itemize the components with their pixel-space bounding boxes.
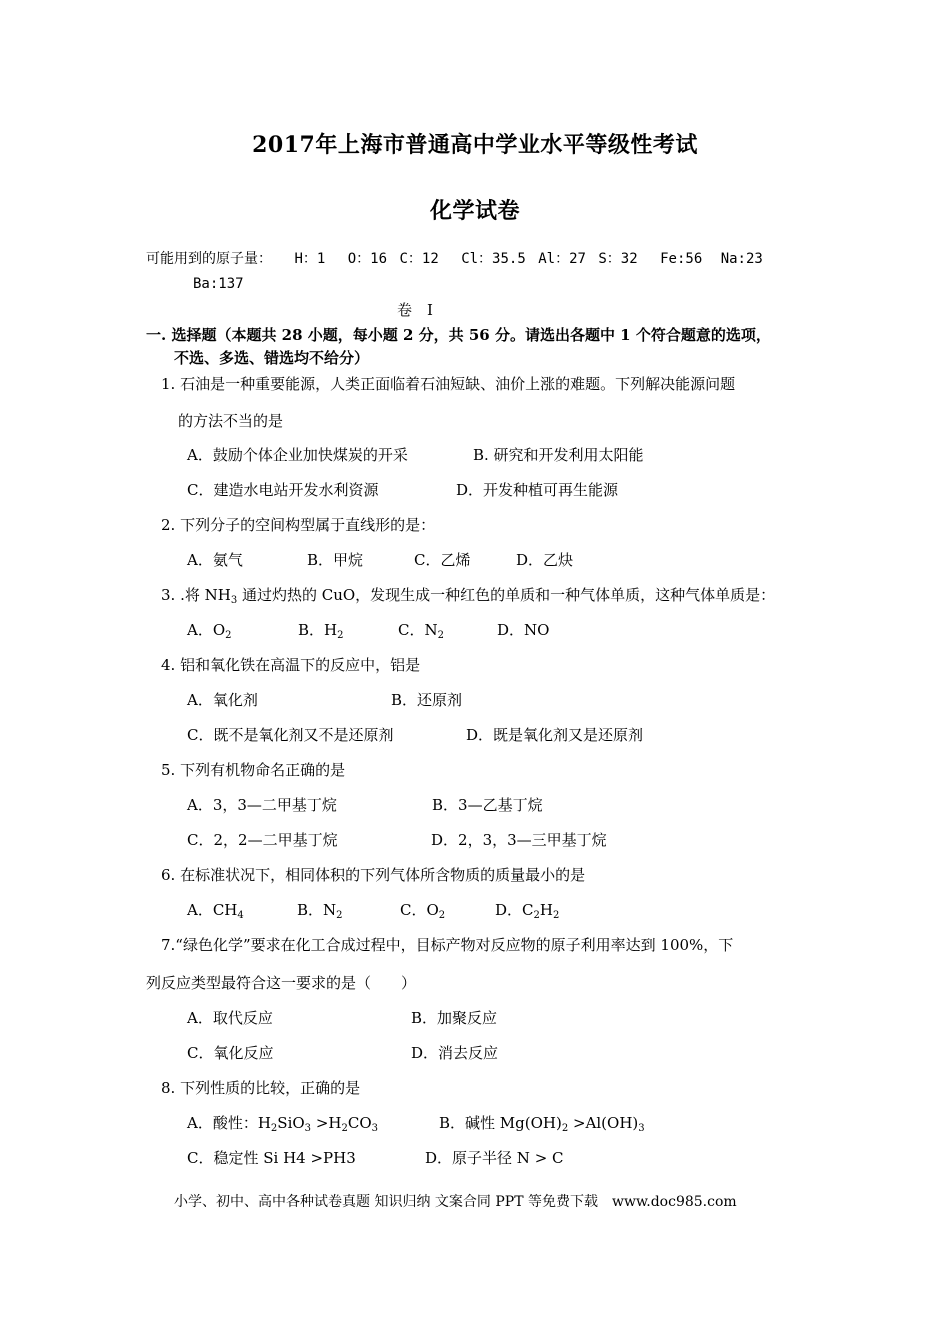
q7-option-c: C．氧化反应 bbox=[187, 1044, 274, 1062]
q5-stem: 5. 下列有机物命名正确的是 bbox=[161, 761, 346, 779]
q7-stem: 7.“绿色化学”要求在化工合成过程中，目标产物对反应物的原子利用率达到 100%，下 bbox=[161, 936, 734, 954]
q3-option-c: C．$N_2$ bbox=[398, 621, 444, 641]
q1-stem: 1. 石油是一种重要能源，人类正面临着石油短缺、油价上涨的难题。下列解决能源问题 bbox=[161, 375, 736, 393]
q3-option-d: D．NO bbox=[497, 621, 550, 639]
atomic-masses-line: 可能用到的原子量： H：1 O：16 C：12 Cl：35.5 Al：27 S：32 Fe:56 Na:23 bbox=[146, 251, 763, 267]
q8-option-b: B．碱性 $Mg(OH)_2 >Al(OH)_3$ bbox=[439, 1114, 645, 1134]
q1-stem-cont: 的方法不当的是 bbox=[178, 412, 284, 430]
q6-option-d: D．$C_2H_2$ bbox=[495, 901, 560, 921]
q8-stem: 8. 下列性质的比较，正确的是 bbox=[161, 1079, 361, 1097]
q1-option-a: A．鼓励个体企业加快煤炭的开采 bbox=[187, 446, 408, 464]
q5-option-c: C．2，2—二甲基丁烷 bbox=[187, 831, 338, 849]
q8-option-d: D．原子半径 N > C bbox=[425, 1149, 564, 1167]
q1-option-b: B. 研究和开发利用太阳能 bbox=[473, 446, 644, 464]
atomic-masses-label: 可能用到的原子量： bbox=[146, 251, 272, 267]
q4-option-c: C．既不是氧化剂又不是还原剂 bbox=[187, 726, 394, 744]
q5-option-b: B．3—乙基丁烷 bbox=[432, 796, 543, 814]
section-header-line1: 一. 选择题（本题共 28 小题，每小题 2 分，共 56 分。请选出各题中 1 个符合题意的选项， bbox=[146, 326, 771, 344]
q2-stem: 2. 下列分子的空间构型属于直线形的是： bbox=[161, 516, 436, 534]
q6-option-b: B．$N_2$ bbox=[297, 901, 343, 921]
q6-stem: 6. 在标准状况下，相同体积的下列气体所含物质的质量最小的是 bbox=[161, 866, 586, 884]
q5-option-a: A．3，3—二甲基丁烷 bbox=[187, 796, 337, 814]
q4-option-b: B．还原剂 bbox=[391, 691, 463, 709]
q1-option-c: C．建造水电站开发水利资源 bbox=[187, 481, 379, 499]
q4-option-a: A．氧化剂 bbox=[187, 691, 258, 709]
volume-label: 卷 Ⅰ bbox=[397, 301, 433, 319]
q5-option-d: D．2，3，3—三甲基丁烷 bbox=[431, 831, 607, 849]
q8-option-c: C．稳定性 Si H4 >PH3 bbox=[187, 1149, 356, 1167]
q2-option-c: C．乙烯 bbox=[414, 551, 471, 569]
q4-stem: 4. 铝和氧化铁在高温下的反应中，铝是 bbox=[161, 656, 421, 674]
q2-option-d: D．乙炔 bbox=[516, 551, 574, 569]
exam-title: 2017年上海市普通高中学业水平等级性考试 bbox=[252, 132, 698, 158]
q2-option-b: B．甲烷 bbox=[307, 551, 364, 569]
q3-stem: 3. .将 $NH_3$ 通过灼热的 CuO，发现生成一种红色的单质和一种气体单质，这种气体单质是： bbox=[161, 586, 776, 606]
exam-subtitle: 化学试卷 bbox=[429, 198, 520, 224]
q3-option-a: A．$O_2$ bbox=[187, 621, 232, 641]
q3-option-b: B．$H_2$ bbox=[298, 621, 344, 641]
q6-option-a: A．$CH_4$ bbox=[187, 901, 244, 921]
q7-option-b: B．加聚反应 bbox=[411, 1009, 498, 1027]
q1-option-d: D．开发种植可再生能源 bbox=[456, 481, 619, 499]
atomic-masses-wrap: Ba:137 bbox=[193, 276, 244, 292]
page-footer: 小学、初中、高中各种试卷真题 知识归纳 文案合同 PPT 等免费下载 www.doc985.com bbox=[174, 1194, 737, 1210]
section-header-line2: 不选、多选、错选均不给分） bbox=[174, 349, 370, 367]
q4-option-d: D．既是氧化剂又是还原剂 bbox=[466, 726, 644, 744]
q8-option-a: A．酸性：$H_2SiO_3 >H_2CO_3$ bbox=[187, 1114, 378, 1134]
q7-option-a: A．取代反应 bbox=[187, 1009, 273, 1027]
q6-option-c: C．$O_2$ bbox=[400, 901, 446, 921]
q7-option-d: D．消去反应 bbox=[411, 1044, 499, 1062]
q2-option-a: A．氨气 bbox=[187, 551, 243, 569]
q7-stem-cont: 列反应类型最符合这一要求的是（ ） bbox=[146, 974, 417, 992]
